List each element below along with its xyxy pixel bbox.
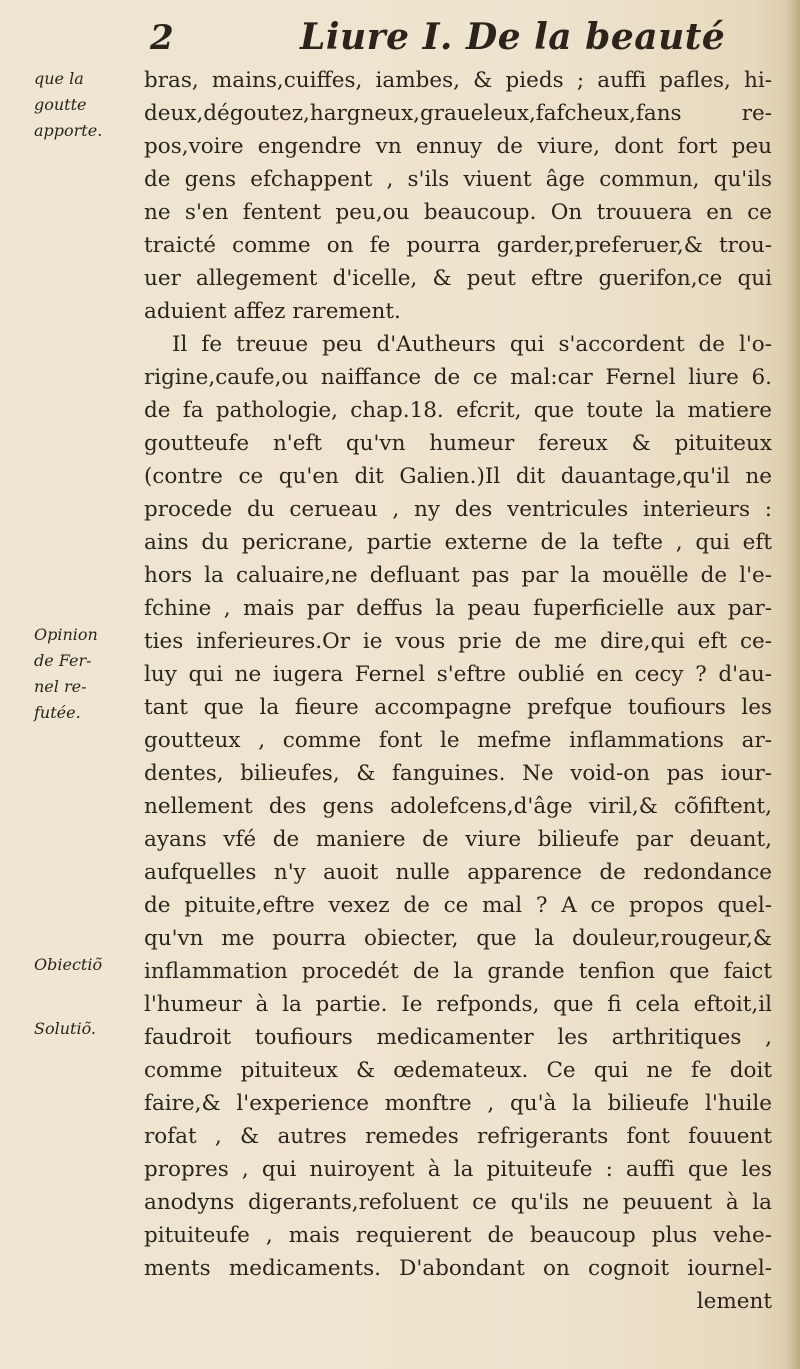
text-line: de pituite,eftre vexez de ce mal ? A ce propos quel- — [144, 893, 772, 918]
text-line: aduient affez rarement. — [144, 299, 401, 324]
text-line: faudroit toufiours medicamenter les arthritiques , — [144, 1025, 772, 1050]
text-line: (contre ce qu'en dit Galien.)Il dit dauantage,qu'il ne — [144, 464, 772, 489]
text-line: tant que la fieure accompagne prefque toufiours les — [144, 695, 772, 720]
margin-note-line: Opinion — [34, 625, 98, 644]
margin-note-line: que la — [34, 69, 84, 88]
text-line: propres , qui nuiroyent à la pituiteufe : auffi que les — [144, 1157, 772, 1182]
text-line: goutteufe n'eft qu'vn humeur fereux & pituiteux — [144, 431, 772, 456]
text-line: ments medicaments. D'abondant on cognoit iournel- — [144, 1256, 772, 1281]
text-line: traicté comme on fe pourra garder,preferuer,& trou- — [144, 233, 772, 258]
text-line: faire,& l'experience monftre , qu'à la bilieufe l'huile — [144, 1091, 772, 1116]
text-line: fchine , mais par deffus la peau fuperficielle aux par- — [144, 596, 772, 621]
margin-note-line: Obiectiõ — [34, 955, 103, 974]
text-line: anodyns digerants,refoluent ce qu'ils ne peuuent à la — [144, 1190, 772, 1215]
text-line: goutteux , comme font le mefme inflammations ar- — [144, 728, 772, 753]
text-line: procede du cerueau , ny des ventricules interieurs : — [144, 497, 772, 522]
text-line: deux,dégoutez,hargneux,graueleux,fafcheux,fans re- — [144, 101, 772, 126]
text-line: de fa pathologie, chap.18. efcrit, que toute la matiere — [144, 398, 772, 423]
margin-note-goutte — [34, 66, 142, 144]
text-line: hors la caluaire,ne defluant pas par la mouëlle de l'e- — [144, 563, 772, 588]
margin-note-line: futée. — [34, 703, 81, 722]
text-line: l'humeur à la partie. Ie refponds, que fi cela eftoit,il — [144, 992, 772, 1017]
margin-note-opinion — [34, 622, 142, 726]
text-line: lement — [696, 1289, 772, 1314]
text-line: dentes, bilieufes, & fanguines. Ne void-on pas iour- — [144, 761, 772, 786]
margin-note-line: Solutiõ. — [34, 1019, 96, 1038]
margin-note-line: nel re- — [34, 677, 87, 696]
text-line: comme pituiteux & œdemateux. Ce qui ne fe doit — [144, 1058, 772, 1083]
text-line: nellement des gens adolefcens,d'âge viril,& cõfiftent, — [144, 794, 772, 819]
page-edge-shadow — [786, 0, 800, 1369]
running-title: Liure I. De la beauté — [300, 16, 726, 58]
margin-note-line: apporte. — [34, 121, 103, 140]
text-line: luy qui ne iugera Fernel s'eftre oublié en cecy ? d'au- — [144, 662, 772, 687]
text-line: qu'vn me pourra obiecter, que la douleur,rougeur,& — [144, 926, 772, 951]
text-line: ne s'en fentent peu,ou beaucoup. On trouuera en ce — [144, 200, 772, 225]
text-line: aufquelles n'y auoit nulle apparence de redondance — [144, 860, 772, 885]
text-line: inflammation procedét de la grande tenfion que faict — [144, 959, 772, 984]
text-line: ains du pericrane, partie externe de la tefte , qui eft — [144, 530, 772, 555]
text-line: bras, mains,cuiffes, iambes, & pieds ; auffi pafles, hi- — [144, 68, 772, 93]
text-line: pituiteufe , mais requierent de beaucoup plus vehe- — [144, 1223, 772, 1248]
body-text — [144, 64, 772, 1318]
text-line: pos,voire engendre vn ennuy de viure, dont fort peu — [144, 134, 772, 159]
margin-note-line: goutte — [34, 95, 87, 114]
text-line: Il fe treuue peu d'Autheurs qui s'accordent de l'o- — [172, 332, 772, 357]
page-header — [0, 14, 800, 64]
text-line: ayans vfé de maniere de viure bilieufe par deuant, — [144, 827, 772, 852]
page-number: 2 — [150, 18, 174, 58]
text-line: ties inferieures.Or ie vous prie de me dire,qui eft ce- — [144, 629, 772, 654]
margin-note-solution — [34, 1016, 142, 1042]
text-line: rigine,caufe,ou naiffance de ce mal:car Fernel liure 6. — [144, 365, 772, 390]
margin-note-objection — [34, 952, 142, 978]
text-line: de gens efchappent , s'ils viuent âge commun, qu'ils — [144, 167, 772, 192]
text-line: uer allegement d'icelle, & peut eftre guerifon,ce qui — [144, 266, 772, 291]
margin-note-line: de Fer- — [34, 651, 92, 670]
text-line: rofat , & autres remedes refrigerants font fouuent — [144, 1124, 772, 1149]
